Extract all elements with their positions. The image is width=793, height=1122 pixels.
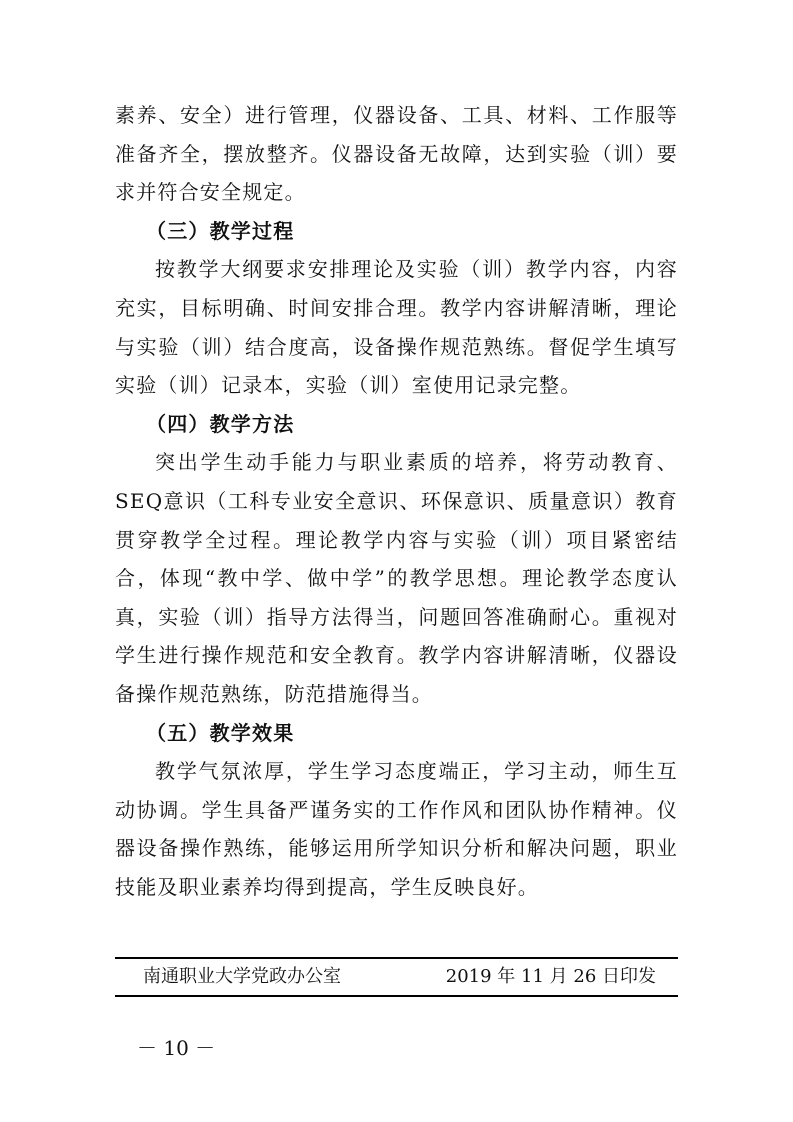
paragraph-teaching-method: 突出学生动手能力与职业素质的培养，将劳动教育、SEQ意识（工科专业安全意识、环保意识、质量意识）教育贯穿教学全过程。理论教学内容与实验（训）项目紧密结合，体现“教中学、做中学”的教学思想。理论教学态度认真，实验（训）指导方法得当，问题回答准确耐心。重视对学生进行操作规范和安全教育。教学内容讲解清晰，仪器设备操作规范熟练，防范措施得当。 <box>115 450 678 706</box>
document-body <box>115 96 678 906</box>
section-heading-4: （四）教学方法 <box>146 411 295 436</box>
paragraph-teaching-process: 按教学大纲要求安排理论及实验（训）教学内容，内容充实，目标明确、时间安排合理。教学内容讲解清晰，理论与实验（训）结合度高，设备操作规范熟练。督促学生填写实验（训）记录本，实验（训）室使用记录完整。 <box>115 257 678 398</box>
issue-date: 2019 年 11 月 26 日印发 <box>445 966 656 987</box>
page-number: － 10 － <box>137 1036 216 1060</box>
section-heading-5: （五）教学效果 <box>146 720 295 745</box>
issuing-office: 南通职业大学党政办公室 <box>143 966 341 987</box>
paragraph-teaching-effect: 教学气氛浓厚，学生学习态度端正，学习主动，师生互动协调。学生具备严谨务实的工作作风和团队协作精神。仪器设备操作熟练，能够运用所学知识分析和解决问题，职业技能及职业素养均得到提高，学生反映良好。 <box>115 759 678 899</box>
issue-footer <box>115 957 678 997</box>
paragraph-continued: 素养、安全）进行管理，仪器设备、工具、材料、工作服等准备齐全，摆放整齐。仪器设备无故障，达到实验（训）要求并符合安全规定。 <box>115 103 678 205</box>
section-heading-3: （三）教学过程 <box>146 218 295 243</box>
